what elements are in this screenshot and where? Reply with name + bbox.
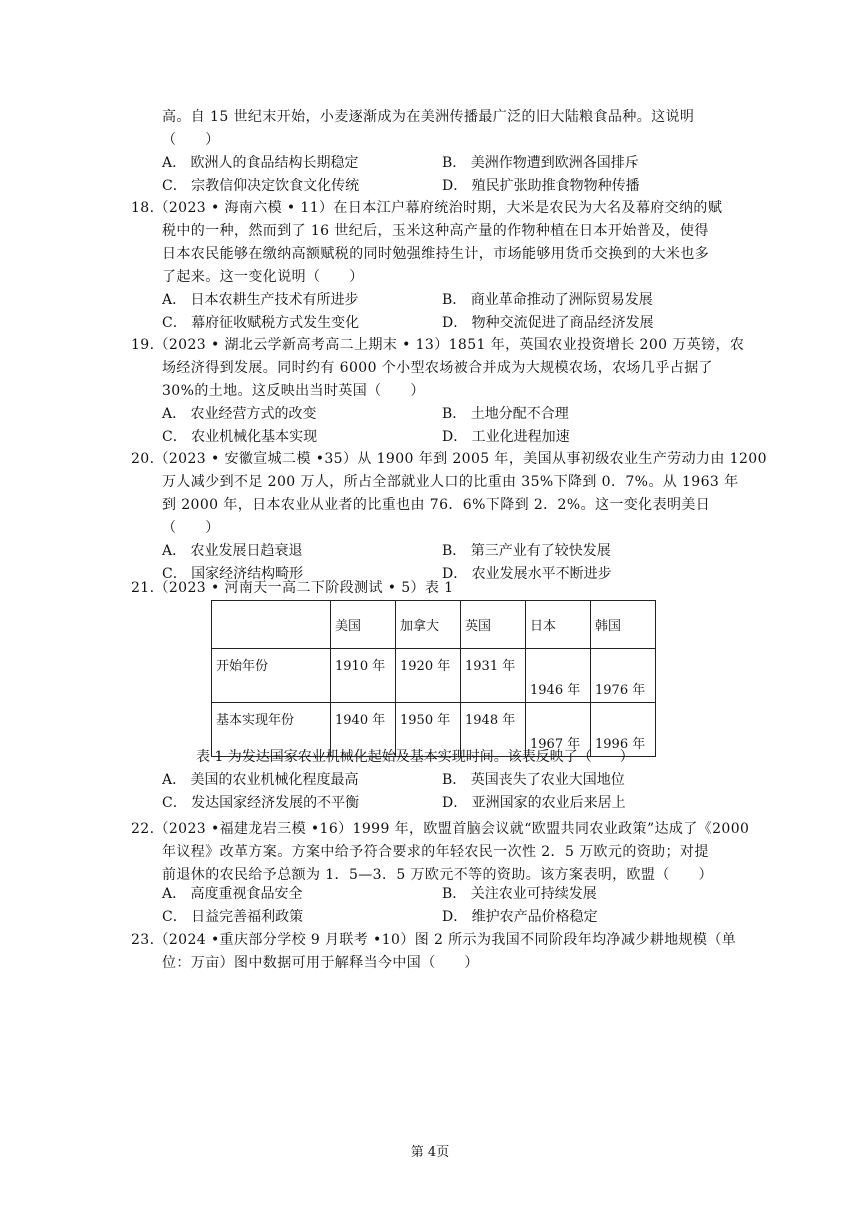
q20-option-a: A． 农业发展日趋衰退: [162, 543, 303, 559]
q18-option-c: C． 幕府征收赋税方式发生变化: [162, 315, 360, 331]
q17-stem-line-2: （ ）: [162, 132, 220, 148]
q22-stem-line-2: 年议程》改革方案。方案中给予符合要求的年轻农民一次性 2．5 万欧元的资助；对提: [162, 844, 709, 860]
q19-stem-line-1: 19.（2023 • 湖北云学新高考高二上期末 • 13）1851 年，英国农业投资增长 200 万英镑，农: [131, 337, 745, 353]
q22-option-b: B． 关注农业可持续发展: [442, 886, 597, 902]
q18-stem-line-3: 日本农民能够在缴纳高额赋税的同时勉强维持生计，市场能够用货币交换到的大米也多: [162, 246, 710, 262]
q22-option-c: C． 日益完善福利政策: [162, 909, 304, 925]
q19-option-b: B． 土地分配不合理: [442, 406, 569, 422]
table-header-row: [212, 601, 656, 649]
q21-option-c: C． 发达国家经济发展的不平衡: [162, 795, 360, 811]
mechanization-table: [211, 600, 656, 757]
table-cell: 1996 年: [591, 703, 656, 757]
q17-stem-line-1: 高。自 15 世纪末开始，小麦逐渐成为在美洲传播最广泛的旧大陆粮食品种。这说明: [162, 109, 695, 125]
q18-stem-line-2: 税中的一种，然而到了 16 世纪后，玉米这种高产量的作物种植在日本开始普及，使得: [162, 223, 709, 239]
q21-stem-line: 21.（2023 • 河南天一高二下阶段测试 • 5）表 1: [131, 580, 454, 596]
q23-stem-line-2: 位：万亩）图中数据可用于解释当今中国（ ）: [162, 955, 479, 971]
table-cell: 1910 年: [331, 649, 396, 703]
q17-option-d: D． 殖民扩张助推食物物种传播: [442, 178, 640, 194]
table-header-cell: 加拿大: [396, 601, 461, 649]
table-header-cell: 韩国: [591, 601, 656, 649]
q20-stem-line-3: 到 2000 年，日本农业从业者的比重也由 76．6%下降到 2．2%。这一变化表明美日: [162, 497, 711, 513]
table-cell: 1950 年: [396, 703, 461, 757]
q21-caption: 表 1 为发达国家农业机械化起始及基本实现时间。该表反映了（ ）: [196, 749, 634, 765]
q20-option-c: C． 国家经济结构畸形: [162, 566, 304, 582]
q18-option-d: D． 物种交流促进了商品经济发展: [442, 315, 654, 331]
q22-option-a: A． 高度重视食品安全: [162, 886, 303, 902]
table-cell: 1940 年: [331, 703, 396, 757]
q21-option-b: B． 英国丧失了农业大国地位: [442, 772, 625, 788]
q19-option-a: A． 农业经营方式的改变: [162, 406, 317, 422]
q21-option-d: D． 亚洲国家的农业后来居上: [442, 795, 626, 811]
table-header-cell: 美国: [331, 601, 396, 649]
q17-option-a: A． 欧洲人的食品结构长期稳定: [162, 155, 359, 171]
table-cell: 1931 年: [461, 649, 526, 703]
q19-option-c: C． 农业机械化基本实现: [162, 429, 318, 445]
q18-stem-line-4: 了起来。这一变化说明（ ）: [162, 269, 364, 285]
table-cell: 1920 年: [396, 649, 461, 703]
q22-option-d: D． 维护农产品价格稳定: [442, 909, 598, 925]
q18-option-a: A． 日本农耕生产技术有所进步: [162, 292, 359, 308]
table-header-cell: 英国: [461, 601, 526, 649]
q20-stem-line-2: 万人减少到不足 200 万人，所占全部就业人口的比重由 35%下降到 0．7%。从 1963 年: [162, 474, 739, 490]
table-header-cell: [212, 601, 331, 649]
page-number: 第 4页: [410, 1145, 450, 1160]
q20-stem-line-4: （ ）: [162, 520, 220, 536]
q21-option-a: A． 美国的农业机械化程度最高: [162, 772, 359, 788]
table-cell: 基本实现年份: [212, 703, 331, 757]
q23-stem-line-1: 23.（2024 •重庆部分学校 9 月联考 •10）图 2 所示为我国不同阶段年均净减少耕地规模（单: [131, 932, 737, 948]
table-row: [212, 649, 656, 703]
q20-stem-line-1: 20.（2023 • 安徽宣城二模 •35）从 1900 年到 2005 年，美国从事初级农业生产劳动力由 1200: [131, 451, 767, 467]
q17-option-c: C． 宗教信仰决定饮食文化传统: [162, 178, 360, 194]
q22-stem-line-1: 22.（2023 •福建龙岩三模 •16）1999 年，欧盟首脑会议就“欧盟共同农业政策”达成了《2000: [131, 821, 750, 837]
table-header-cell: 日本: [526, 601, 591, 649]
q19-stem-line-2: 场经济得到发展。同时约有 6000 个小型农场被合并成为大规模农场，农场几乎占据了: [162, 360, 713, 376]
table-cell: 1967 年: [526, 703, 591, 757]
q22-stem-line-3: 前退休的农民给予总额为 1．5—3．5 万欧元不等的资助。该方案表明，欧盟（ ）: [162, 867, 713, 883]
q18-option-b: B． 商业革命推动了洲际贸易发展: [442, 292, 653, 308]
q20-option-b: B． 第三产业有了较快发展: [442, 543, 611, 559]
table-cell: 1946 年: [526, 649, 591, 703]
q19-stem-line-3: 30%的土地。这反映出当时英国（ ）: [162, 383, 425, 399]
q19-option-d: D． 工业化进程加速: [442, 429, 570, 445]
q20-option-d: D． 农业发展水平不断进步: [442, 566, 612, 582]
table-cell: 开始年份: [212, 649, 331, 703]
table-cell: 1976 年: [591, 649, 656, 703]
q17-option-b: B． 美洲作物遭到欧洲各国排斥: [442, 155, 639, 171]
table-cell: 1948 年: [461, 703, 526, 757]
q18-stem-line-1: 18.（2023 • 海南六模 • 11）在日本江户幕府统治时期，大米是农民为大名及幕府交纳的赋: [131, 200, 723, 216]
